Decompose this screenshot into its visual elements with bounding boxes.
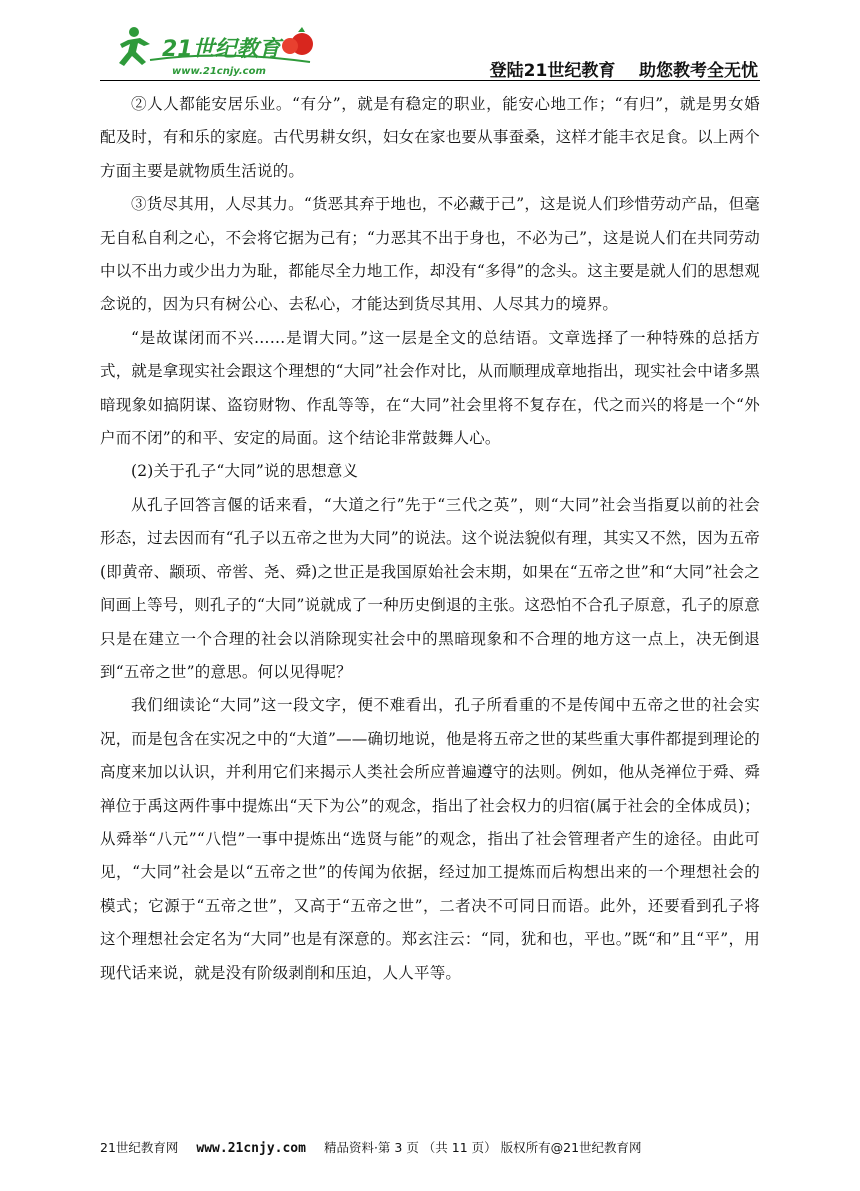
paragraph: 从孔子回答言偃的话来看，“大道之行”先于“三代之英”，则“大同”社会当指夏以前的社会形态，过去因而有“孔子以五帝之世为大同”的说法。这个说法貌似有理，其实又不然，因为五帝(即黄帝、颛顼、帝喾、尧、舜)之世正是我国原始社会末期，如果在“五帝之世”和“大同”社会之间画上等号，则孔子的“大同”说就成了一种历史倒退的主张。这恐怕不合孔子原意，孔子的原意只是在建立一个合理的社会以消除现实社会中的黑暗现象和不合理的地方这一点上，决无倒退到“五帝之世”的意思。何以见得呢？ [100,495,760,681]
page-header [100,14,760,82]
svg-text:www.21cnjy.com: www.21cnjy.com [172,66,266,77]
section-heading: (2)关于孔子“大同”说的思想意义 [131,462,359,481]
paragraph: ③货尽其用，人尽其力。“货恶其弃于地也，不必藏于己”，这是说人们珍惜劳动产品，但毫无自私自利之心，不会将它据为己有；“力恶其不出于身也，不必为己”，这是说人们在共同劳动中以不出力或少出力为耻，都能尽全力地工作，却没有“多得”的念头。这主要是就人们的思想观念说的，因为只有树公心、去私心，才能达到货尽其用、人尽其力的境界。 [100,195,760,314]
page-footer [100,1138,760,1156]
paragraph: “是故谋闭而不兴……是谓大同。”这一层是全文的总结语。文章选择了一种特殊的总括方式，就是拿现实社会跟这个理想的“大同”社会作对比，从而顺理成章地指出，现实社会中诸多黑暗现象如搞阴谋、盗窃财物、作乱等等，在“大同”社会里将不复存在，代之而兴的将是一个“外户而不闭”的和平、安定的局面。这个结论非常鼓舞人心。 [100,328,760,448]
header-slogan: 登陆21世纪教育 助您教考全无忧 [489,61,758,81]
footer-url[interactable]: www.21cnjy.com [196,1141,306,1156]
svg-text:21世纪教育: 21世纪教育 [162,37,281,62]
paragraph: ②人人都能安居乐业。“有分”，就是有稳定的职业，能安心地工作；“有归”，就是男女婚配及时，有和乐的家庭。古代男耕女织，妇女在家也要从事蚕桑，这样才能丰衣足食。以上两个方面主要是就物质生活说的。 [100,95,760,180]
header-divider [100,80,760,81]
logo-21cnjy [110,22,320,82]
footer-site-name: 21世纪教育网 [100,1140,179,1155]
footer-page-info: 精品资料·第 3 页 （共 11 页） 版权所有@21世纪教育网 [323,1140,642,1155]
document-body [100,88,760,990]
paragraph: 我们细读论“大同”这一段文字，便不难看出，孔子所看重的不是传闻中五帝之世的社会实况，而是包含在实况之中的“大道”——确切地说，他是将五帝之世的某些重大事件都提到理论的高度来加以认识，并利用它们来揭示人类社会所应普遍遵守的法则。例如，他从尧禅位于舜、舜禅位于禹这两件事中提炼出“天下为公”的观念，指出了社会权力的归宿(属于社会的全体成员)；从舜举“八元”“八恺”一事中提炼出“选贤与能”的观念，指出了社会管理者产生的途径。由此可见，“大同”社会是以“五帝之世”的传闻为依据，经过加工提炼而后构想出来的一个理想社会的模式；它源于“五帝之世”，又高于“五帝之世”，二者决不可同日而语。此外，还要看到孔子将这个理想社会定名为“大同”也是有深意的。郑玄注云：“同，犹和也，平也。”既“和”且“平”，用现代话来说，就是没有阶级剥削和压迫，人人平等。 [100,696,760,982]
